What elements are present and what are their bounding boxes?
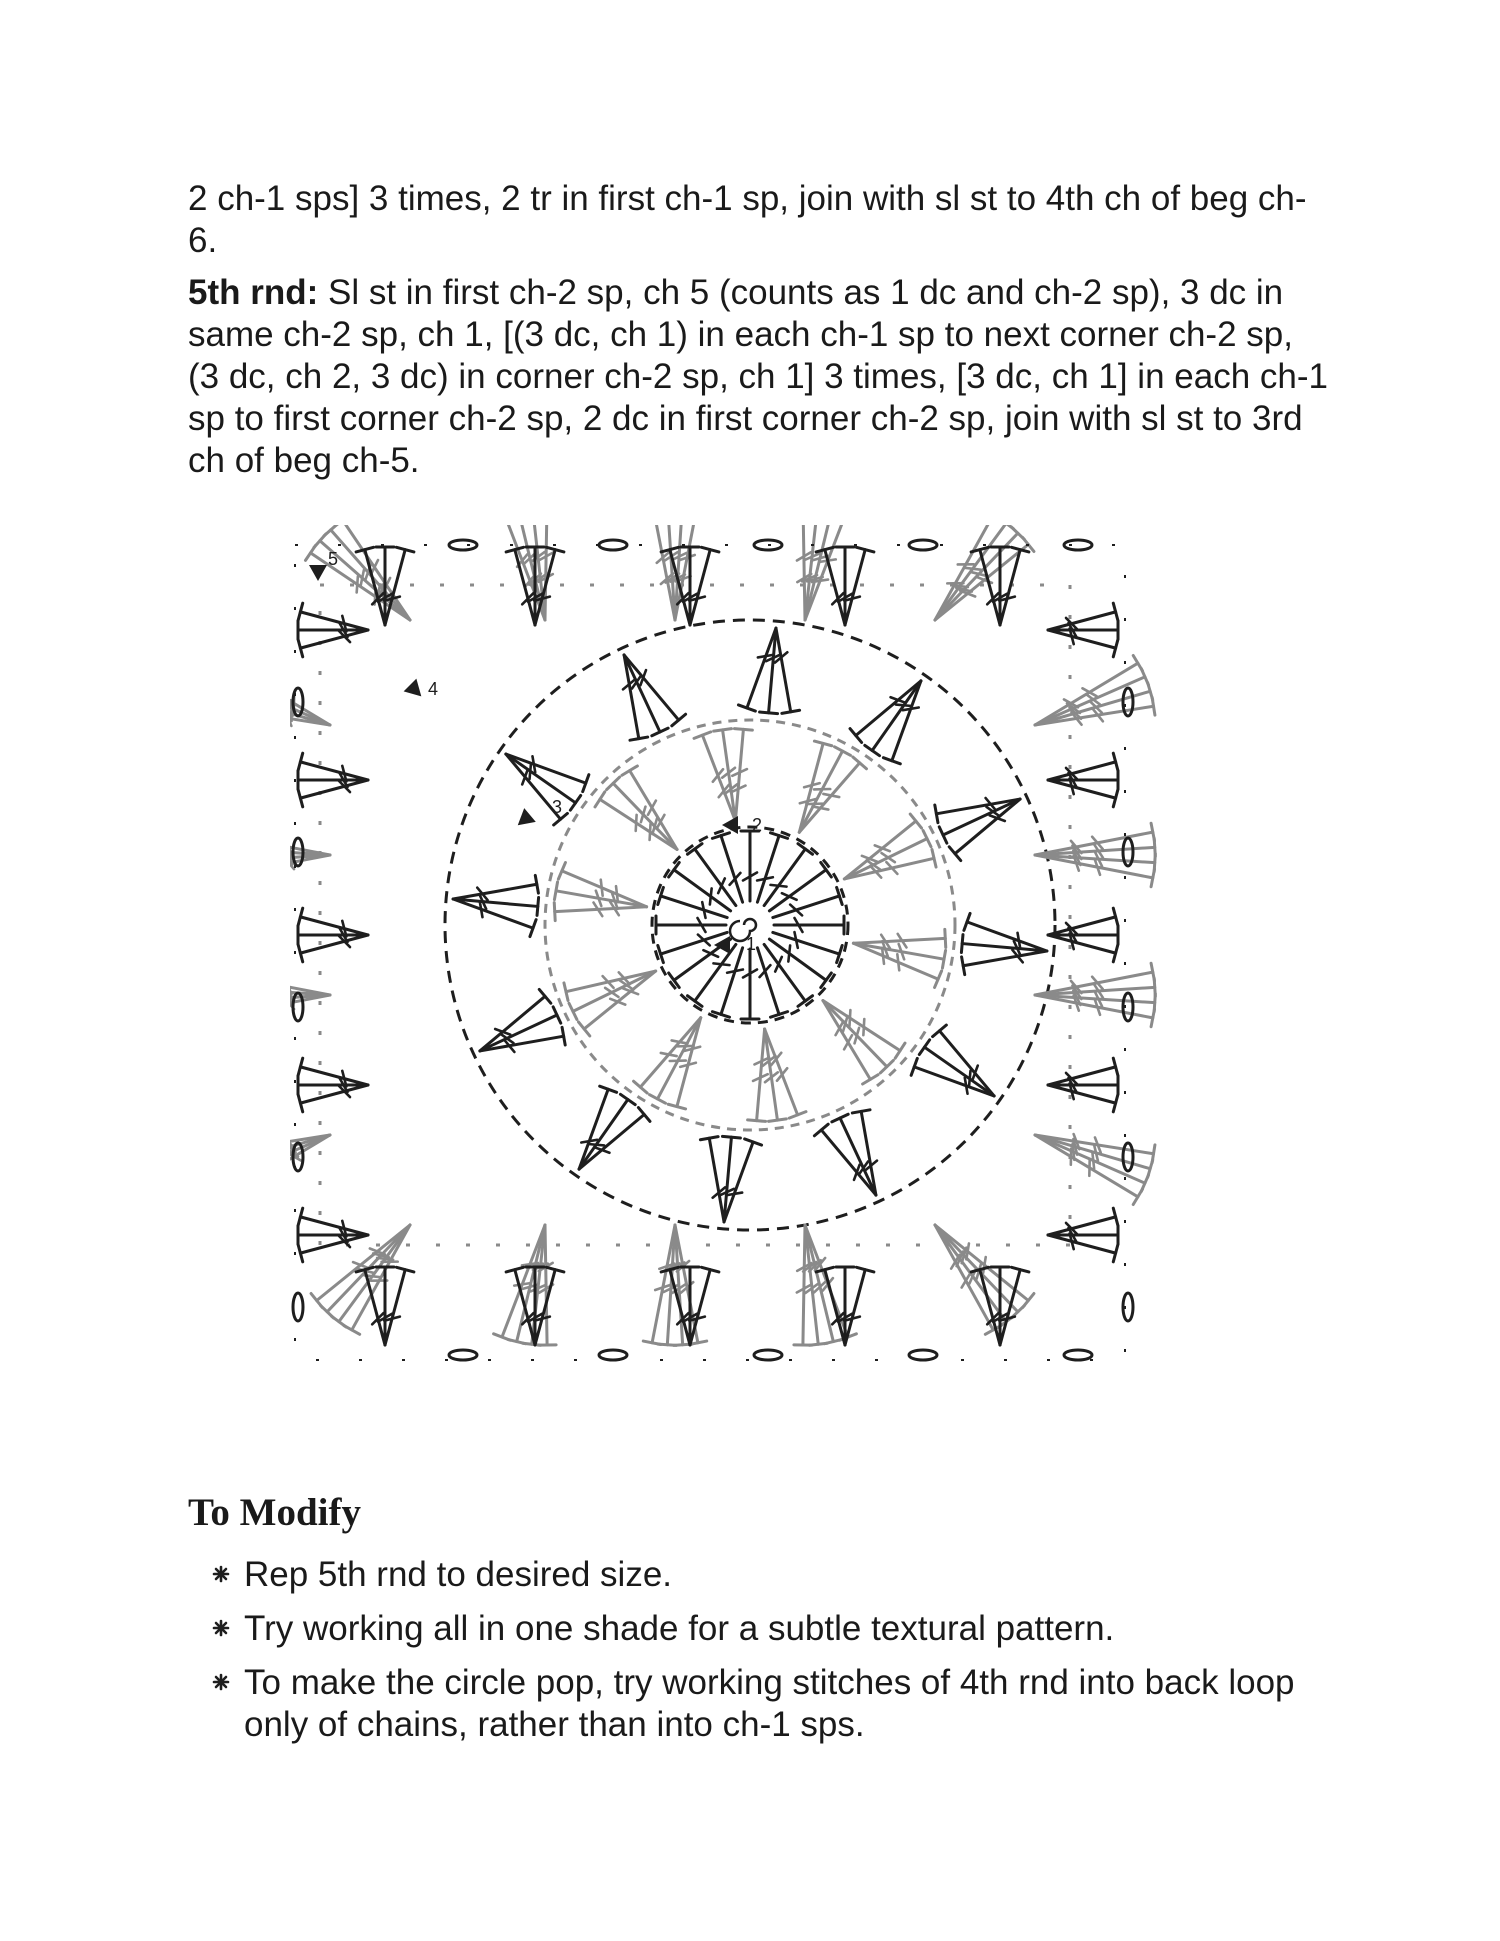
round-2-stitch-bar [777,1068,787,1080]
round-2-stitch-top [863,1075,878,1084]
round-2-stitch-top [595,792,605,807]
round-3-stitch-bar [965,1078,968,1094]
round-4-stitch-bar [1094,1145,1098,1161]
list-item [212,1662,1332,1746]
list-item-text: Rep 5th rnd to desired size. [244,1555,673,1594]
round-5-chain [909,540,937,550]
round-1-stitch [721,948,743,1015]
round-5-stitch-top [845,550,865,625]
round-2-stitch-bar [823,794,839,797]
round-2-stitch-top [945,929,946,947]
round-3-stitch-top [961,935,963,953]
round-5-stitch-left [300,780,368,798]
round-5-stitch-right [1048,917,1116,935]
round-5-stitch-left [300,612,368,630]
round-3-stitch-top [537,897,539,915]
round-2-chain-ring [545,720,955,1130]
round-1-start-arrow-icon [714,936,730,954]
round-label-2: 2 [752,815,763,835]
round-2-stitch-top [622,766,637,775]
round-2-stitch [853,943,938,979]
asterisk-bullet-icon [212,1619,230,1637]
round-3-stitch-bar [903,707,919,710]
list-item-text: To make the circle pop, try working stitches of 4th rnd into back loop only of chains, rather than into ch-1 sps. [244,1663,1295,1744]
round-2-stitch-top [895,1043,905,1058]
round-5-stitch-left [300,1217,368,1235]
round-label: 5th rnd: [188,273,319,312]
round-3-stitch-bar [896,705,912,706]
round-5-chain [449,540,477,550]
round-3-stitch-top [919,1040,929,1055]
round-2-stitch-top [564,983,568,1001]
round-5-stitch-left [300,762,368,780]
round-3-stitch-bar [532,756,535,772]
round-5-stitch-right [1048,630,1116,648]
round-2-stitch-bar [875,845,890,851]
round-5-stitch-left [300,1235,368,1253]
round-2-stitch-top [554,882,557,900]
round-4-stitch-top [1151,869,1154,887]
round-5-stitch-top [825,550,845,625]
round-3-stitch [453,884,537,899]
round-3-stitch-top [535,875,538,893]
round-1-stitch-bar [788,945,790,961]
round-5-stitch-right [1048,762,1116,780]
round-1-stitch [757,948,779,1015]
list-item [212,1608,1332,1650]
round-4-stitch-bar [514,1283,530,1285]
list-item-text: Try working all in one shade for a subtle textural pattern. [244,1609,1115,1648]
round-1-stitch-bar [727,969,743,972]
round-3-stitch-bar [588,1144,604,1145]
round-5-chain [599,1350,627,1360]
round-1-stitch [721,836,743,903]
round-3-stitch-top [782,710,800,713]
round-2-stitch-top [734,729,752,731]
round-label-1: 1 [746,934,757,954]
paragraph-text: Sl st in first ch-2 sp, ch 5 (counts as 1 dc and ch-2 sp), 3 dc in same ch-2 sp, ch 1, [(3 dc, ch 1) in each ch-1 sp to next corner ch-2 sp, (3 dc, ch 2, 3 dc) in corner ch-2 sp, ch 1] 3 times, [3 dc, ch 1] in each ch-1 sp to first corner ch-2 sp, 2 dc in first corner ch-2 sp, join with sl st to 3rd ch of beg ch-5. [188,273,1328,480]
round-2-stitch [823,1001,870,1080]
round-4-stitch [803,1225,805,1345]
round-2-stitch-top [932,850,936,868]
round-5-chain [909,1350,937,1360]
round-5-stitch-right [1048,780,1116,798]
round-3-stitch-bar [969,1071,970,1087]
round-2-stitch-top [748,1120,766,1122]
asterisk-bullet-icon [212,1673,230,1691]
list-item [212,1554,1332,1596]
round-4-stitch-bar [965,568,981,570]
round-2-stitch-top [554,903,555,921]
round-3-stitch-top [722,1136,740,1138]
round-3-stitch-top [700,1137,718,1140]
round-5-stitch-left [300,1085,368,1103]
round-1-stitch [773,932,840,954]
round-3-stitch-top [962,957,965,975]
round-2-stitch-bar [897,954,899,970]
round-3-stitch-top [935,805,938,823]
round-3-stitch-top [760,712,778,714]
round-3-start-arrow-icon [512,808,536,832]
round-5-chain [1123,1293,1133,1321]
round-5-chain [449,1350,477,1360]
round-3-stitch-top [852,1110,870,1113]
round-2-stitch-bar [713,769,723,781]
round-2-stitch [613,783,677,849]
round-4-stitch-bar [1092,1153,1094,1169]
round-4-stitch-bar [353,1262,368,1268]
round-4-stitch-bar [361,570,364,586]
round-5-chain [1123,993,1133,1021]
round-3-stitch [776,628,791,712]
round-1-stitch-bar [757,877,773,880]
round-2-stitch-top [769,1119,787,1122]
round-4-start-arrow-icon [404,679,428,703]
round-4-stitch-bar [983,1257,986,1273]
round-3-stitch-bar [758,655,774,658]
round-2-stitch-bar [813,806,829,809]
round-5-stitch-right [1048,612,1116,630]
round-1-stitch-bar [794,932,797,948]
round-3-stitch-top [865,745,880,755]
round-1-stitch [757,836,779,903]
round-2-stitch-bar [661,1053,677,1056]
round-label-5: 5 [328,549,339,569]
round-1-stitch-bar [770,885,786,887]
round-5-stitch-right [1048,1235,1116,1253]
round-5-chain [1123,688,1133,716]
round-1-stitch-bar [713,963,729,965]
round-5-chain [1064,540,1092,550]
round-1-stitch-bar [710,888,712,904]
round-1-stitch [661,896,728,918]
round-2-stitch [600,799,677,849]
round-3-stitch-top [570,795,580,810]
round-1-stitch-bar [702,902,705,918]
round-4-stitch [290,677,330,725]
round-5-stitch-top [690,550,710,625]
round-2-stitch [562,871,647,907]
round-3-stitch-bar [726,1193,742,1196]
round-3-stitch-bar [480,901,483,917]
crochet-chart-diagram [290,525,1210,1445]
round-2-stitch [555,907,647,912]
round-2-stitch-bar [636,815,637,831]
round-4-stitch [545,525,547,620]
round-4-stitch-top [1152,697,1155,715]
round-5-instructions [188,272,1328,482]
round-5-stitch-left [300,1067,368,1085]
round-5-stitch-right [1048,1085,1116,1103]
round-1-stitch [769,870,826,911]
round-1-stitch [695,849,736,906]
round-3-stitch [709,1138,724,1222]
round-5-stitch-left [300,917,368,935]
round-2-stitch-top [714,729,732,732]
paragraph-text: 2 ch-1 sps] 3 times, 2 tr in first ch-1 sp, join with sl st to 4th ch of beg ch-6. [188,179,1307,260]
round-2-stitch-bar [616,886,618,902]
round-2-stitch [853,938,945,943]
round-1-stitch [773,896,840,918]
round-label-4: 4 [428,679,439,699]
round-2-stitch-bar [672,1040,688,1043]
round-2-stitch [630,771,677,850]
asterisk-bullet-icon [212,1565,230,1583]
round-3-chain-ring [445,620,1055,1230]
round-4-stitch-top [1151,1009,1154,1027]
round-4-continuation [188,178,1328,262]
round-5-stitch-bottom [825,1270,845,1345]
round-5-stitch-right [1048,935,1116,953]
round-2-stitch [823,1001,887,1067]
round-1-stitch-top [798,844,813,855]
round-2-stitch-top [942,950,945,968]
round-4-stitch-top [643,1341,661,1344]
round-3-stitch [963,951,1047,966]
round-3-stitch-top [630,737,648,740]
round-5-chain [599,540,627,550]
round-5-stitch-right [1048,1067,1116,1085]
round-4-stitch-bar [357,576,358,592]
round-3-stitch-top [562,1027,565,1045]
round-2-stitch-bar [610,999,625,1005]
round-2-stitch-bar [601,880,603,896]
round-5-stitch-right [1048,1217,1116,1235]
round-5-start-arrow-icon [309,565,327,581]
round-5-chain [293,1293,303,1321]
round-3-stitch-bar [581,1140,597,1143]
round-2-stitch-bar [882,948,884,964]
round-4-stitch-top [335,525,350,526]
modify-list [212,1554,1332,1758]
round-3-stitch-bar [1018,933,1021,949]
round-1-stitch [764,944,805,1001]
round-3-stitch-top [620,1094,635,1104]
round-2-stitch-bar [863,1019,864,1035]
round-5-stitch-left [300,630,368,648]
round-4-stitch-top [1133,1189,1142,1204]
round-5-chain [1123,1143,1133,1171]
round-2-stitch-bar [650,824,651,840]
round-5-chain [1064,1350,1092,1360]
round-4-stitch [803,525,805,620]
section-heading: To Modify [188,1491,362,1534]
round-5-chain [754,1350,782,1360]
round-5-stitch-left [300,935,368,953]
round-2-stitch-bar [849,1010,850,1026]
round-3-stitch-bar [530,763,531,779]
round-2-stitch [823,1001,900,1051]
round-label-3: 3 [552,797,563,817]
